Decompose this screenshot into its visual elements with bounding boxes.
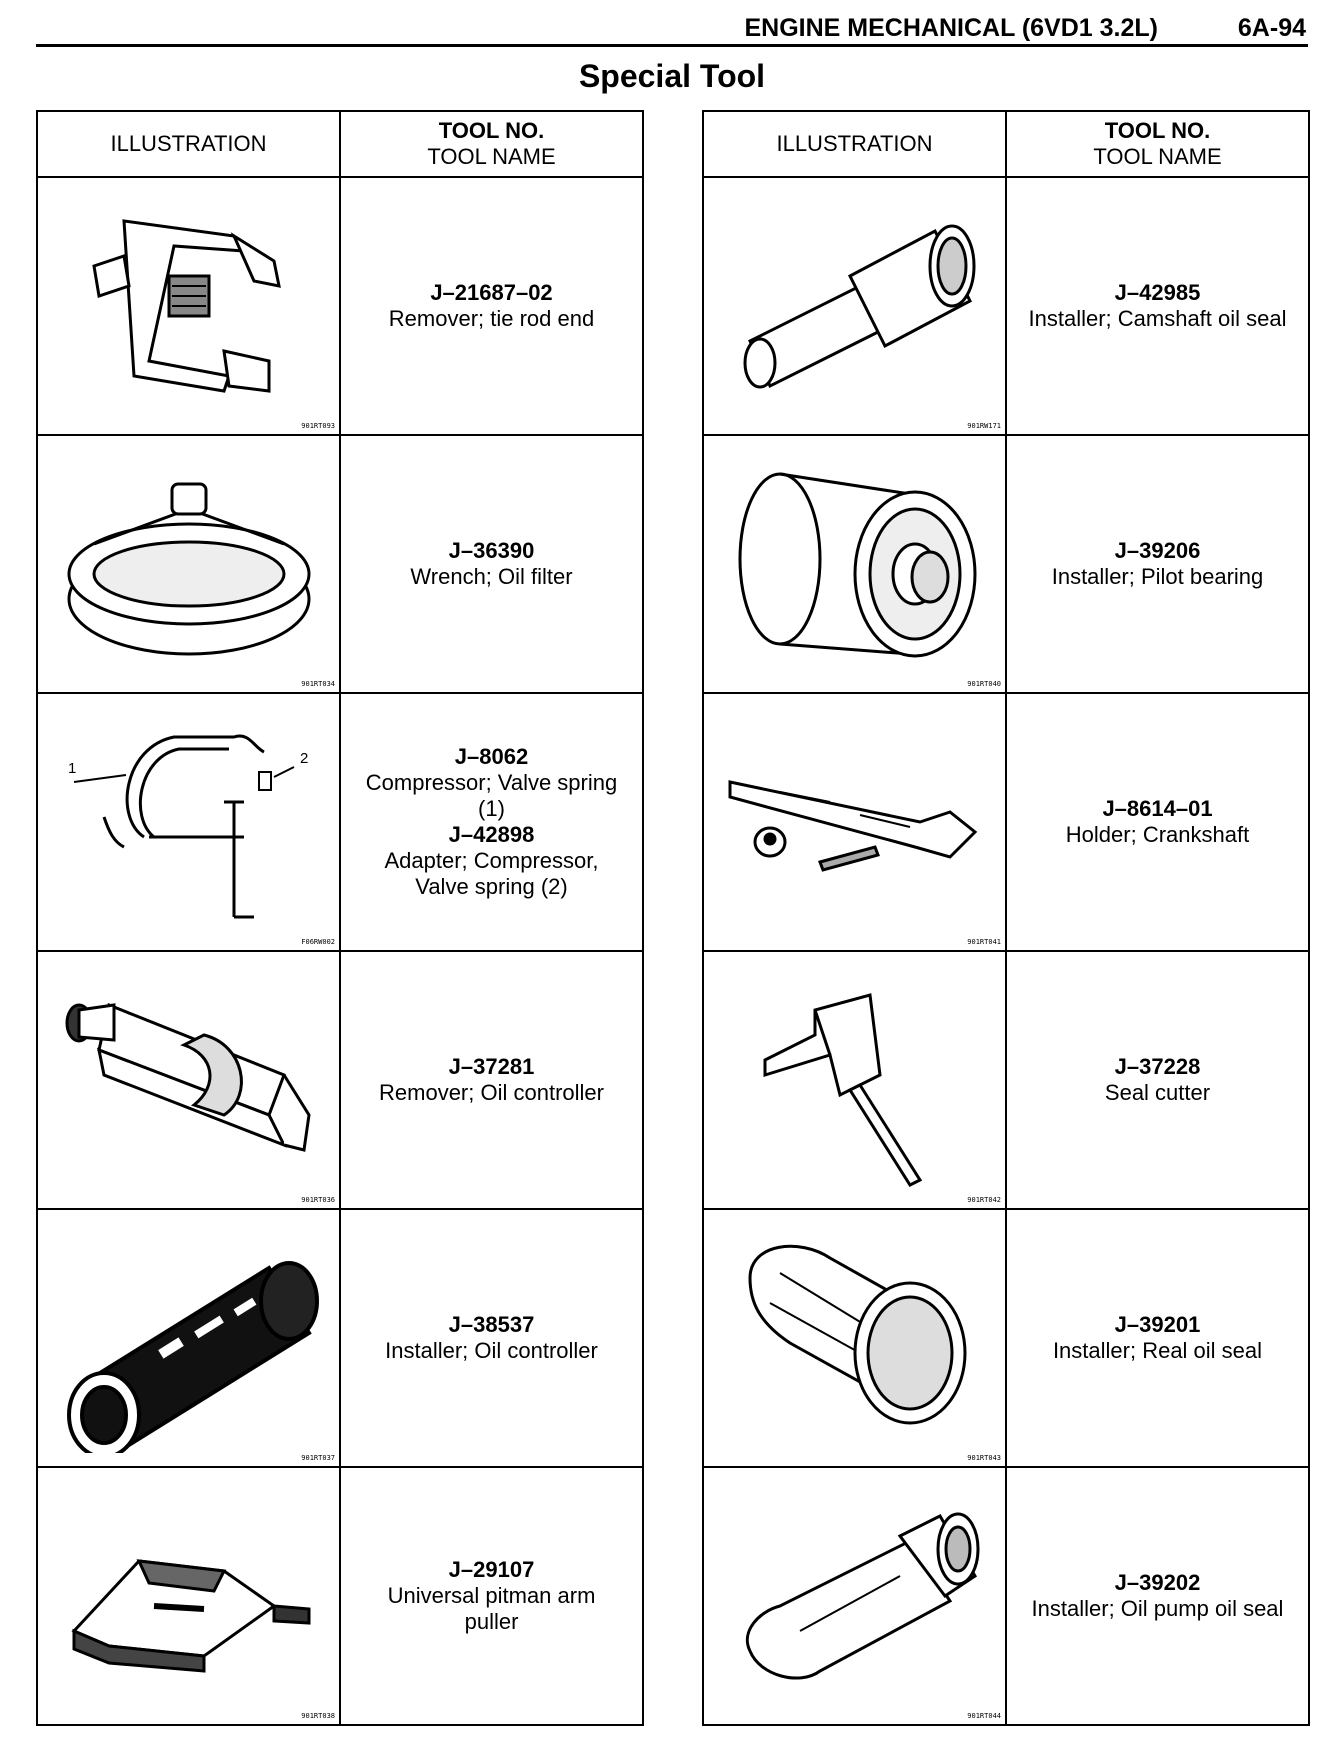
figure-code: 901RT042 bbox=[967, 1196, 1001, 1204]
tool-number: J–42985 bbox=[1114, 280, 1201, 305]
tool-info-cell bbox=[1006, 1209, 1309, 1467]
figure-code: 901RT043 bbox=[967, 1454, 1001, 1462]
figure-code: 901RT044 bbox=[967, 1712, 1001, 1720]
tool-name: Holder; Crankshaft bbox=[1065, 822, 1250, 847]
table-row bbox=[703, 177, 1309, 435]
tool-table-right bbox=[702, 110, 1310, 1726]
callout-1: 1 bbox=[68, 760, 77, 777]
table-row bbox=[37, 693, 643, 951]
illustration-cell bbox=[37, 177, 340, 435]
tool-name: Remover; Oil controller bbox=[379, 1080, 604, 1105]
pitman-arm-puller-icon bbox=[54, 1481, 324, 1711]
table-row bbox=[703, 951, 1309, 1209]
table-row bbox=[37, 951, 643, 1209]
oil-controller-remover-icon bbox=[54, 965, 324, 1195]
illustration-cell bbox=[37, 1467, 340, 1725]
tool-number: J–39202 bbox=[1114, 1570, 1201, 1595]
tool-table-left bbox=[36, 110, 644, 1726]
tool-header bbox=[1006, 111, 1309, 177]
figure-code: 901RW171 bbox=[967, 422, 1001, 430]
tool-name-header: TOOL NAME bbox=[1093, 144, 1222, 169]
tool-no-header: TOOL NO. bbox=[438, 118, 545, 143]
rear-oil-seal-installer-icon bbox=[720, 1223, 990, 1453]
table-row bbox=[703, 693, 1309, 951]
page-title: Special Tool bbox=[578, 58, 766, 94]
tool-name: Wrench; Oil filter bbox=[410, 564, 573, 589]
table-header-row bbox=[703, 111, 1309, 177]
camshaft-seal-installer-icon bbox=[720, 191, 990, 421]
table-row bbox=[703, 1209, 1309, 1467]
tool-name: Installer; Pilot bearing bbox=[1051, 564, 1264, 589]
valve-spring-compressor-icon bbox=[54, 707, 324, 937]
tool-number: J–8062 bbox=[454, 744, 529, 769]
table-row bbox=[703, 1467, 1309, 1725]
tool-info-cell bbox=[1006, 177, 1309, 435]
tool-info-cell bbox=[340, 693, 643, 951]
tool-name: Installer; Oil pump oil seal bbox=[1031, 1596, 1284, 1621]
page-header bbox=[36, 12, 1308, 47]
figure-code: F06RW002 bbox=[301, 938, 335, 946]
tool-number: J–36390 bbox=[448, 538, 535, 563]
tool-number: J–37228 bbox=[1114, 1054, 1201, 1079]
tool-number-2: J–42898 bbox=[448, 822, 535, 847]
tool-info-cell bbox=[340, 1467, 643, 1725]
tool-name-2: Adapter; Compressor, Valve spring (2) bbox=[384, 848, 599, 899]
tool-info-cell bbox=[1006, 435, 1309, 693]
figure-code: 901RT037 bbox=[301, 1454, 335, 1462]
illustration-header: ILLUSTRATION bbox=[37, 111, 340, 177]
tool-name: Remover; tie rod end bbox=[388, 306, 595, 331]
pilot-bearing-installer-icon bbox=[720, 449, 990, 679]
figure-code: 901RT093 bbox=[301, 422, 335, 430]
illustration-cell bbox=[703, 1209, 1006, 1467]
table-row bbox=[37, 435, 643, 693]
callout-2: 2 bbox=[300, 750, 309, 767]
tool-name: Installer; Camshaft oil seal bbox=[1028, 306, 1287, 331]
table-row bbox=[37, 1467, 643, 1725]
tie-rod-end-remover-icon bbox=[54, 191, 324, 421]
illustration-cell bbox=[703, 435, 1006, 693]
crankshaft-holder-icon bbox=[720, 707, 990, 937]
illustration-cell bbox=[37, 435, 340, 693]
tool-info-cell bbox=[340, 951, 643, 1209]
tool-info-cell bbox=[1006, 693, 1309, 951]
figure-code: 901RT041 bbox=[967, 938, 1001, 946]
tool-number: J–39206 bbox=[1114, 538, 1201, 563]
tool-name: Seal cutter bbox=[1104, 1080, 1211, 1105]
tool-name: Installer; Oil controller bbox=[385, 1338, 598, 1363]
illustration-cell bbox=[703, 951, 1006, 1209]
illustration-cell bbox=[703, 177, 1006, 435]
figure-code: 901RT036 bbox=[301, 1196, 335, 1204]
figure-code: 901RT040 bbox=[967, 680, 1001, 688]
table-row bbox=[703, 435, 1309, 693]
section-title: ENGINE MECHANICAL (6VD1 3.2L) bbox=[744, 14, 1158, 42]
tool-info-cell bbox=[340, 1209, 643, 1467]
tool-number: J–38537 bbox=[448, 1312, 535, 1337]
figure-code: 901RT034 bbox=[301, 680, 335, 688]
table-row bbox=[37, 177, 643, 435]
tool-info-cell bbox=[1006, 1467, 1309, 1725]
table-row bbox=[37, 1209, 643, 1467]
tool-name: Universal pitman arm puller bbox=[387, 1583, 596, 1634]
oil-controller-installer-icon bbox=[54, 1223, 324, 1453]
oil-filter-wrench-icon bbox=[54, 449, 324, 679]
tool-number: J–21687–02 bbox=[430, 280, 553, 305]
tool-number: J–29107 bbox=[448, 1557, 535, 1582]
illustration-cell bbox=[37, 693, 340, 951]
page-number: 6A-94 bbox=[1237, 14, 1306, 42]
tool-no-header: TOOL NO. bbox=[1104, 118, 1211, 143]
figure-code: 901RT038 bbox=[301, 1712, 335, 1720]
tool-number: J–8614–01 bbox=[1102, 796, 1213, 821]
illustration-cell bbox=[703, 1467, 1006, 1725]
illustration-header: ILLUSTRATION bbox=[703, 111, 1006, 177]
tool-header bbox=[340, 111, 643, 177]
tool-name: Compressor; Valve spring (1) bbox=[365, 770, 618, 821]
tool-info-cell bbox=[340, 435, 643, 693]
illustration-cell bbox=[37, 951, 340, 1209]
illustration-cell bbox=[703, 693, 1006, 951]
tool-number: J–39201 bbox=[1114, 1312, 1201, 1337]
tool-info-cell bbox=[340, 177, 643, 435]
tool-info-cell bbox=[1006, 951, 1309, 1209]
tool-name-header: TOOL NAME bbox=[427, 144, 556, 169]
seal-cutter-icon bbox=[720, 965, 990, 1195]
oil-pump-seal-installer-icon bbox=[720, 1481, 990, 1711]
table-header-row bbox=[37, 111, 643, 177]
tool-name: Installer; Real oil seal bbox=[1052, 1338, 1263, 1363]
tool-number: J–37281 bbox=[448, 1054, 535, 1079]
illustration-cell bbox=[37, 1209, 340, 1467]
